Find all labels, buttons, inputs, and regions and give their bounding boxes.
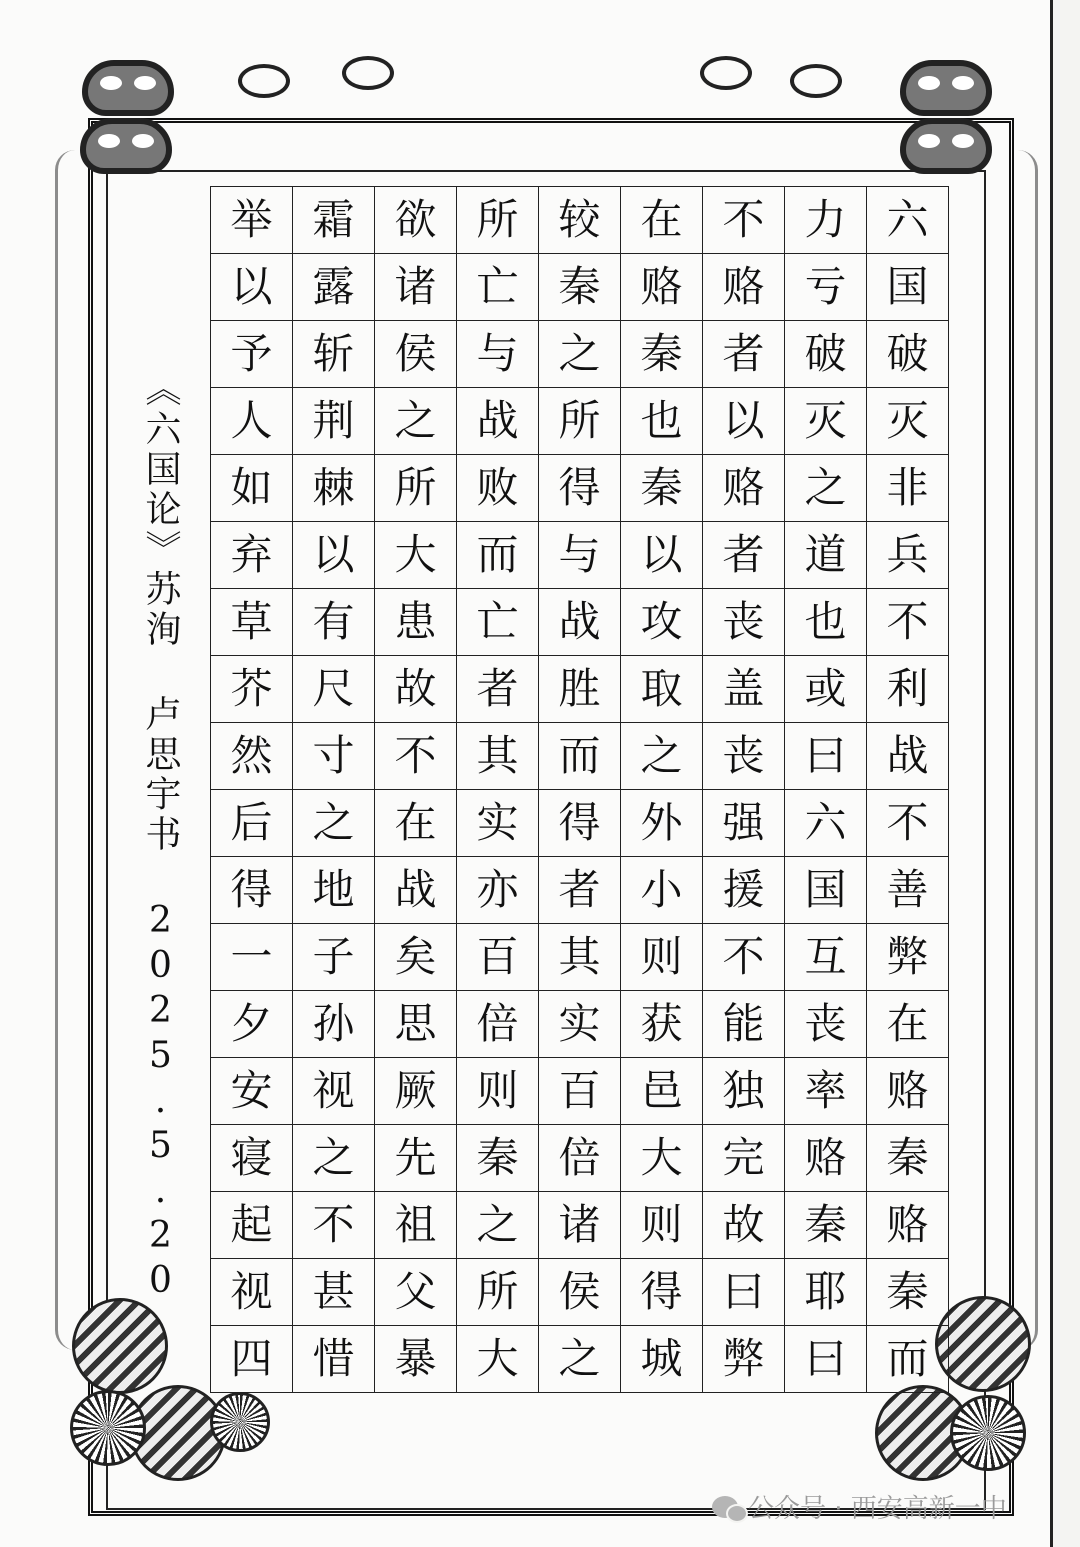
grid-cell: 所 xyxy=(457,1259,539,1326)
grid-cell: 得 xyxy=(211,857,293,924)
watermark xyxy=(712,1488,1007,1525)
grid-cell: 败 xyxy=(457,455,539,522)
grid-cell: 也 xyxy=(785,589,867,656)
grid-cell: 丧 xyxy=(703,723,785,790)
grid-cell: 秦 xyxy=(539,254,621,321)
grid-cell: 完 xyxy=(703,1125,785,1192)
grid-cell: 或 xyxy=(785,656,867,723)
grid-cell: 者 xyxy=(457,656,539,723)
title-and-signature: 《六国论》苏洵 卢思宇书 2025.5.20 xyxy=(140,370,181,1305)
grid-cell: 侯 xyxy=(539,1259,621,1326)
grid-cell: 所 xyxy=(539,388,621,455)
grid-cell: 能 xyxy=(703,991,785,1058)
grid-cell: 矣 xyxy=(375,924,457,991)
grid-cell: 故 xyxy=(703,1192,785,1259)
flower-icon xyxy=(70,1390,146,1466)
grid-cell: 之 xyxy=(539,321,621,388)
grid-cell: 之 xyxy=(621,723,703,790)
grid-cell: 孙 xyxy=(293,991,375,1058)
flower-icon xyxy=(950,1395,1026,1471)
grid-cell: 则 xyxy=(457,1058,539,1125)
grid-cell: 弃 xyxy=(211,522,293,589)
grid-cell: 邑 xyxy=(621,1058,703,1125)
grid-cell: 夕 xyxy=(211,991,293,1058)
grid-cell: 荆 xyxy=(293,388,375,455)
grid-cell: 则 xyxy=(621,1192,703,1259)
grid-cell: 所 xyxy=(457,187,539,254)
grid-cell: 有 xyxy=(293,589,375,656)
grid-cell: 人 xyxy=(211,388,293,455)
grid-cell: 不 xyxy=(375,723,457,790)
grid-cell: 以 xyxy=(621,522,703,589)
grid-cell: 弊 xyxy=(867,924,949,991)
grid-cell: 之 xyxy=(293,790,375,857)
grid-cell: 起 xyxy=(211,1192,293,1259)
grid-cell: 厥 xyxy=(375,1058,457,1125)
grid-cell: 而 xyxy=(457,522,539,589)
grid-cell: 赂 xyxy=(867,1192,949,1259)
grid-cell: 盖 xyxy=(703,656,785,723)
grid-cell: 道 xyxy=(785,522,867,589)
grid-cell: 破 xyxy=(785,321,867,388)
grid-cell: 得 xyxy=(539,790,621,857)
scroll-icon xyxy=(238,64,290,98)
grid-cell: 侯 xyxy=(375,321,457,388)
mask-icon xyxy=(900,118,992,174)
grid-cell: 在 xyxy=(621,187,703,254)
grid-cell: 百 xyxy=(539,1058,621,1125)
grid-cell: 父 xyxy=(375,1259,457,1326)
grid-cell: 之 xyxy=(539,1326,621,1393)
shell-icon xyxy=(935,1296,1031,1392)
grid-cell: 以 xyxy=(293,522,375,589)
mask-icon xyxy=(82,60,174,116)
grid-cell: 获 xyxy=(621,991,703,1058)
grid-cell: 六 xyxy=(785,790,867,857)
flower-icon xyxy=(210,1392,270,1452)
grid-cell: 城 xyxy=(621,1326,703,1393)
grid-cell: 在 xyxy=(375,790,457,857)
grid-cell: 赂 xyxy=(621,254,703,321)
grid-cell: 其 xyxy=(457,723,539,790)
grid-cell: 斩 xyxy=(293,321,375,388)
grid-cell: 寸 xyxy=(293,723,375,790)
grid-cell: 灭 xyxy=(785,388,867,455)
grid-cell: 得 xyxy=(539,455,621,522)
grid-cell: 赂 xyxy=(867,1058,949,1125)
grid-cell: 而 xyxy=(867,1326,949,1393)
grid-cell: 大 xyxy=(621,1125,703,1192)
grid-cell: 战 xyxy=(457,388,539,455)
grid-cell: 战 xyxy=(867,723,949,790)
grid-cell: 视 xyxy=(211,1259,293,1326)
grid-cell: 胜 xyxy=(539,656,621,723)
grid-cell: 不 xyxy=(867,790,949,857)
grid-cell: 诸 xyxy=(539,1192,621,1259)
grid-cell: 故 xyxy=(375,656,457,723)
grid-cell: 亡 xyxy=(457,254,539,321)
grid-cell: 国 xyxy=(867,254,949,321)
grid-cell: 秦 xyxy=(785,1192,867,1259)
grid-cell: 倍 xyxy=(539,1125,621,1192)
grid-cell: 者 xyxy=(703,321,785,388)
grid-cell: 丧 xyxy=(703,589,785,656)
grid-cell: 实 xyxy=(457,790,539,857)
grid-cell: 秦 xyxy=(621,321,703,388)
grid-cell: 与 xyxy=(457,321,539,388)
grid-cell: 霜 xyxy=(293,187,375,254)
grid-cell: 亏 xyxy=(785,254,867,321)
grid-cell: 秦 xyxy=(621,455,703,522)
grid-cell: 实 xyxy=(539,991,621,1058)
grid-cell: 国 xyxy=(785,857,867,924)
grid-cell: 较 xyxy=(539,187,621,254)
grid-cell: 不 xyxy=(703,924,785,991)
grid-cell: 曰 xyxy=(785,1326,867,1393)
grid-cell: 互 xyxy=(785,924,867,991)
grid-cell: 其 xyxy=(539,924,621,991)
grid-cell: 百 xyxy=(457,924,539,991)
grid-cell: 以 xyxy=(703,388,785,455)
grid-cell: 后 xyxy=(211,790,293,857)
grid-cell: 芥 xyxy=(211,656,293,723)
scroll-icon xyxy=(342,56,394,90)
grid-cell: 丧 xyxy=(785,991,867,1058)
grid-cell: 在 xyxy=(867,991,949,1058)
grid-cell: 患 xyxy=(375,589,457,656)
grid-cell: 思 xyxy=(375,991,457,1058)
grid-cell: 援 xyxy=(703,857,785,924)
grid-cell: 取 xyxy=(621,656,703,723)
grid-cell: 外 xyxy=(621,790,703,857)
grid-cell: 亡 xyxy=(457,589,539,656)
grid-cell: 得 xyxy=(621,1259,703,1326)
watermark-text: 公众号 · 西安高新一中 xyxy=(748,1494,1007,1524)
grid-cell: 以 xyxy=(211,254,293,321)
grid-cell: 力 xyxy=(785,187,867,254)
grid-cell: 秦 xyxy=(867,1259,949,1326)
grid-cell: 子 xyxy=(293,924,375,991)
grid-cell: 秦 xyxy=(867,1125,949,1192)
grid-cell: 尺 xyxy=(293,656,375,723)
grid-cell: 曰 xyxy=(785,723,867,790)
grid-cell: 六 xyxy=(867,187,949,254)
grid-cell: 暴 xyxy=(375,1326,457,1393)
grid-cell: 亦 xyxy=(457,857,539,924)
grid-cell: 战 xyxy=(375,857,457,924)
grid-cell: 者 xyxy=(539,857,621,924)
grid-cell: 破 xyxy=(867,321,949,388)
grid-cell: 地 xyxy=(293,857,375,924)
mask-icon xyxy=(80,118,172,174)
grid-cell: 视 xyxy=(293,1058,375,1125)
grid-cell: 不 xyxy=(293,1192,375,1259)
grid-cell: 予 xyxy=(211,321,293,388)
grid-cell: 攻 xyxy=(621,589,703,656)
grid-cell: 曰 xyxy=(703,1259,785,1326)
shell-icon xyxy=(72,1298,168,1394)
grid-cell: 大 xyxy=(457,1326,539,1393)
grid-cell: 举 xyxy=(211,187,293,254)
grid-cell: 非 xyxy=(867,455,949,522)
grid-cell: 则 xyxy=(621,924,703,991)
grid-cell: 赂 xyxy=(703,455,785,522)
grid-cell: 之 xyxy=(785,455,867,522)
grid-cell: 耶 xyxy=(785,1259,867,1326)
grid-cell: 兵 xyxy=(867,522,949,589)
grid-cell: 惜 xyxy=(293,1326,375,1393)
wechat-icon xyxy=(712,1496,738,1518)
grid-cell: 一 xyxy=(211,924,293,991)
grid-cell: 利 xyxy=(867,656,949,723)
grid-cell: 也 xyxy=(621,388,703,455)
grid-cell: 赂 xyxy=(785,1125,867,1192)
grid-cell: 草 xyxy=(211,589,293,656)
grid-cell: 棘 xyxy=(293,455,375,522)
scroll-icon xyxy=(790,64,842,98)
grid-cell: 欲 xyxy=(375,187,457,254)
grid-cell: 与 xyxy=(539,522,621,589)
grid-cell: 然 xyxy=(211,723,293,790)
grid-cell: 灭 xyxy=(867,388,949,455)
scroll-icon xyxy=(700,56,752,90)
grid-cell: 强 xyxy=(703,790,785,857)
grid-cell: 诸 xyxy=(375,254,457,321)
grid-cell: 所 xyxy=(375,455,457,522)
writing-grid xyxy=(210,186,949,1393)
grid-cell: 甚 xyxy=(293,1259,375,1326)
grid-cell: 不 xyxy=(703,187,785,254)
grid-cell: 祖 xyxy=(375,1192,457,1259)
grid-cell: 率 xyxy=(785,1058,867,1125)
grid-cell: 弊 xyxy=(703,1326,785,1393)
grid-cell: 小 xyxy=(621,857,703,924)
grid-cell: 寝 xyxy=(211,1125,293,1192)
grid-cell: 赂 xyxy=(703,254,785,321)
grid-cell: 四 xyxy=(211,1326,293,1393)
mask-icon xyxy=(900,60,992,116)
grid-cell: 露 xyxy=(293,254,375,321)
grid-cell: 善 xyxy=(867,857,949,924)
grid-cell: 独 xyxy=(703,1058,785,1125)
grid-cell: 而 xyxy=(539,723,621,790)
grid-cell: 先 xyxy=(375,1125,457,1192)
grid-cell: 安 xyxy=(211,1058,293,1125)
grid-cell: 之 xyxy=(457,1192,539,1259)
grid-cell: 如 xyxy=(211,455,293,522)
grid-cell: 倍 xyxy=(457,991,539,1058)
grid-cell: 者 xyxy=(703,522,785,589)
grid-cell: 秦 xyxy=(457,1125,539,1192)
grid-cell: 之 xyxy=(375,388,457,455)
grid-cell: 战 xyxy=(539,589,621,656)
grid-cell: 之 xyxy=(293,1125,375,1192)
grid-cell: 大 xyxy=(375,522,457,589)
grid-cell: 不 xyxy=(867,589,949,656)
